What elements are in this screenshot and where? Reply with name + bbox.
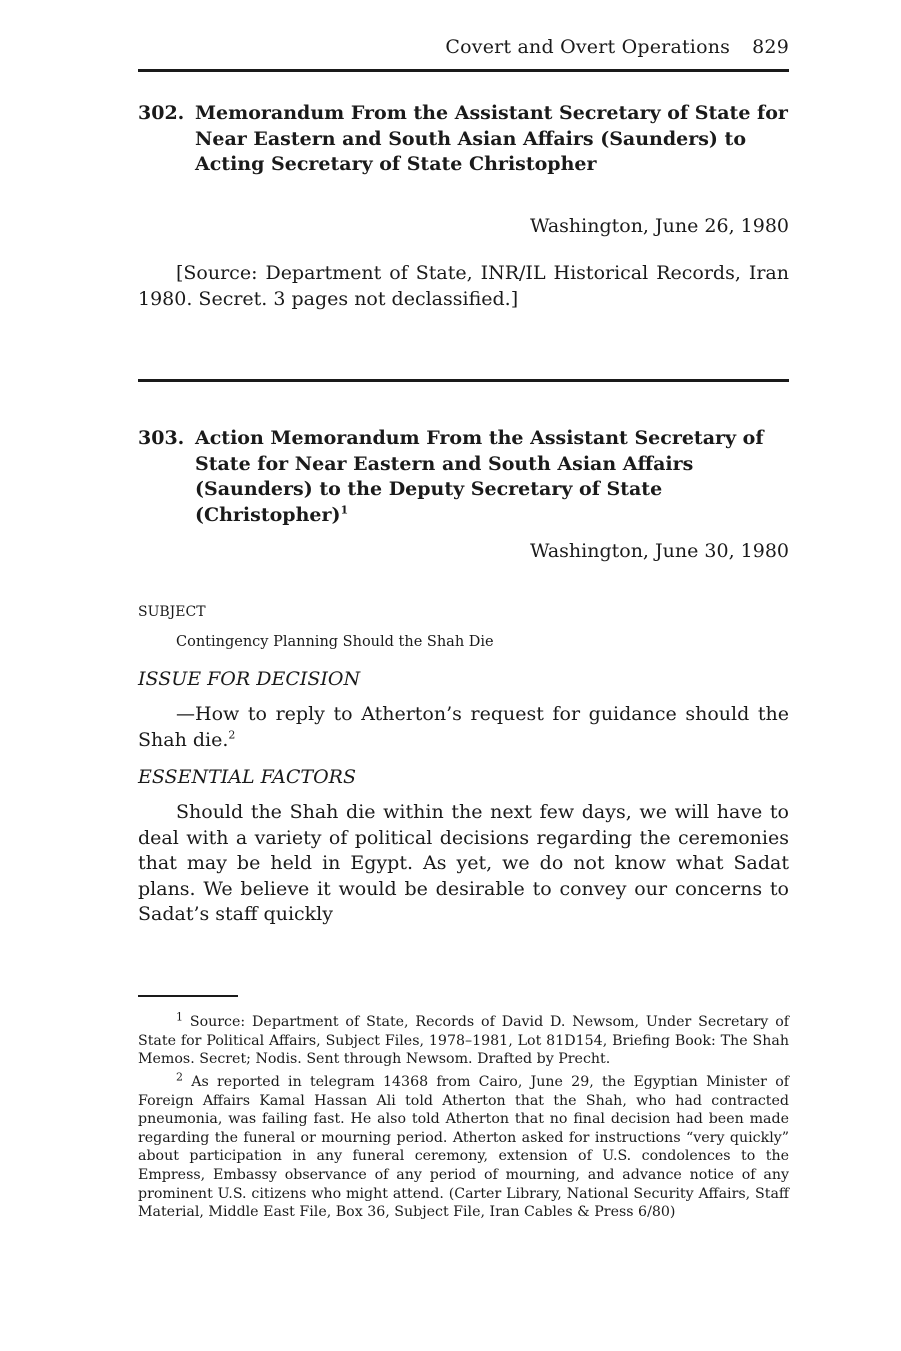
running-head-title: Covert and Overt Operations	[445, 36, 731, 58]
footnote-rule	[138, 995, 238, 997]
doc-303-title: Action Memorandum From the Assistant Secretary of State for Near Eastern and South Asian Affairs (Saunders) to the Deputy Secretary of State (Christopher)	[195, 427, 764, 526]
doc-302-title: Memorandum From the Assistant Secretary of State for Near Eastern and South Asian Affairs (Saunders) to Acting Secretary of State Christopher	[195, 102, 788, 175]
doc-303-heading	[138, 426, 789, 528]
subject-label: SUBJECT	[138, 604, 206, 620]
page-number: 829	[752, 36, 789, 58]
footnote-1	[138, 1010, 789, 1069]
doc-302-heading	[138, 101, 789, 178]
factors-paragraph: Should the Shah die within the next few days, we will have to deal with a variety of political decisions regarding the ceremonies that may be held in Egypt. As yet, we do not know what Sadat plans. We believe it would be desirable to convey our concerns to Sadat’s staff quickly	[138, 801, 789, 925]
issue-paragraph	[138, 702, 789, 753]
header-rule	[138, 69, 789, 72]
footnote-ref-2: 2	[228, 728, 236, 742]
doc-303-title-wrap	[195, 426, 789, 528]
footnote-1-text: Source: Department of State, Records of David D. Newsom, Under Secretary of State for Political Affairs, Subject Files, 1978–1981, Lot 81D154, Briefing Book: The Shah Memos. Secret; Nodis. Sent through Newsom. Drafted by Precht.	[138, 1014, 789, 1068]
issue-heading: ISSUE FOR DECISION	[138, 668, 361, 690]
subject-text: Contingency Planning Should the Shah Die	[176, 634, 494, 650]
doc-302-number: 302.	[138, 102, 185, 124]
footnote-ref-1: 1	[340, 503, 349, 517]
section-divider-rule	[138, 379, 789, 382]
doc-302-source-note: [Source: Department of State, INR/IL Historical Records, Iran 1980. Secret. 3 pages not declassified.]	[138, 262, 789, 310]
footnote-1-marker: 1	[176, 1010, 183, 1024]
footnote-2-text: As reported in telegram 14368 from Cairo, June 29, the Egyptian Minister of Foreign Affairs Kamal Hassan Ali told Atherton that the Shah, who had contracted pneumonia, was failing fast. He also told Atherton that no final decision had been made regarding the funeral or mourning period. Atherton asked for instructions “very quickly” about participation in any funeral ceremony, extension of U.S. condolences to the Empress, Embassy observance of any period of mourning, and advance notice of any prominent U.S. citizens who might attend. (Carter Library, National Security Affairs, Staff Material, Middle East File, Box 36, Subject File, Iran Cables & Press 6/80)	[138, 1074, 790, 1221]
footnote-2	[138, 1070, 790, 1222]
running-head	[445, 36, 789, 58]
doc-303-number: 303.	[138, 427, 185, 449]
factors-heading: ESSENTIAL FACTORS	[138, 766, 356, 788]
issue-text: —How to reply to Atherton’s request for guidance should the Shah die.	[138, 703, 789, 751]
footnote-2-marker: 2	[176, 1070, 183, 1084]
doc-302-dateline: Washington, June 26, 1980	[529, 215, 789, 237]
doc-303-dateline: Washington, June 30, 1980	[529, 540, 789, 562]
